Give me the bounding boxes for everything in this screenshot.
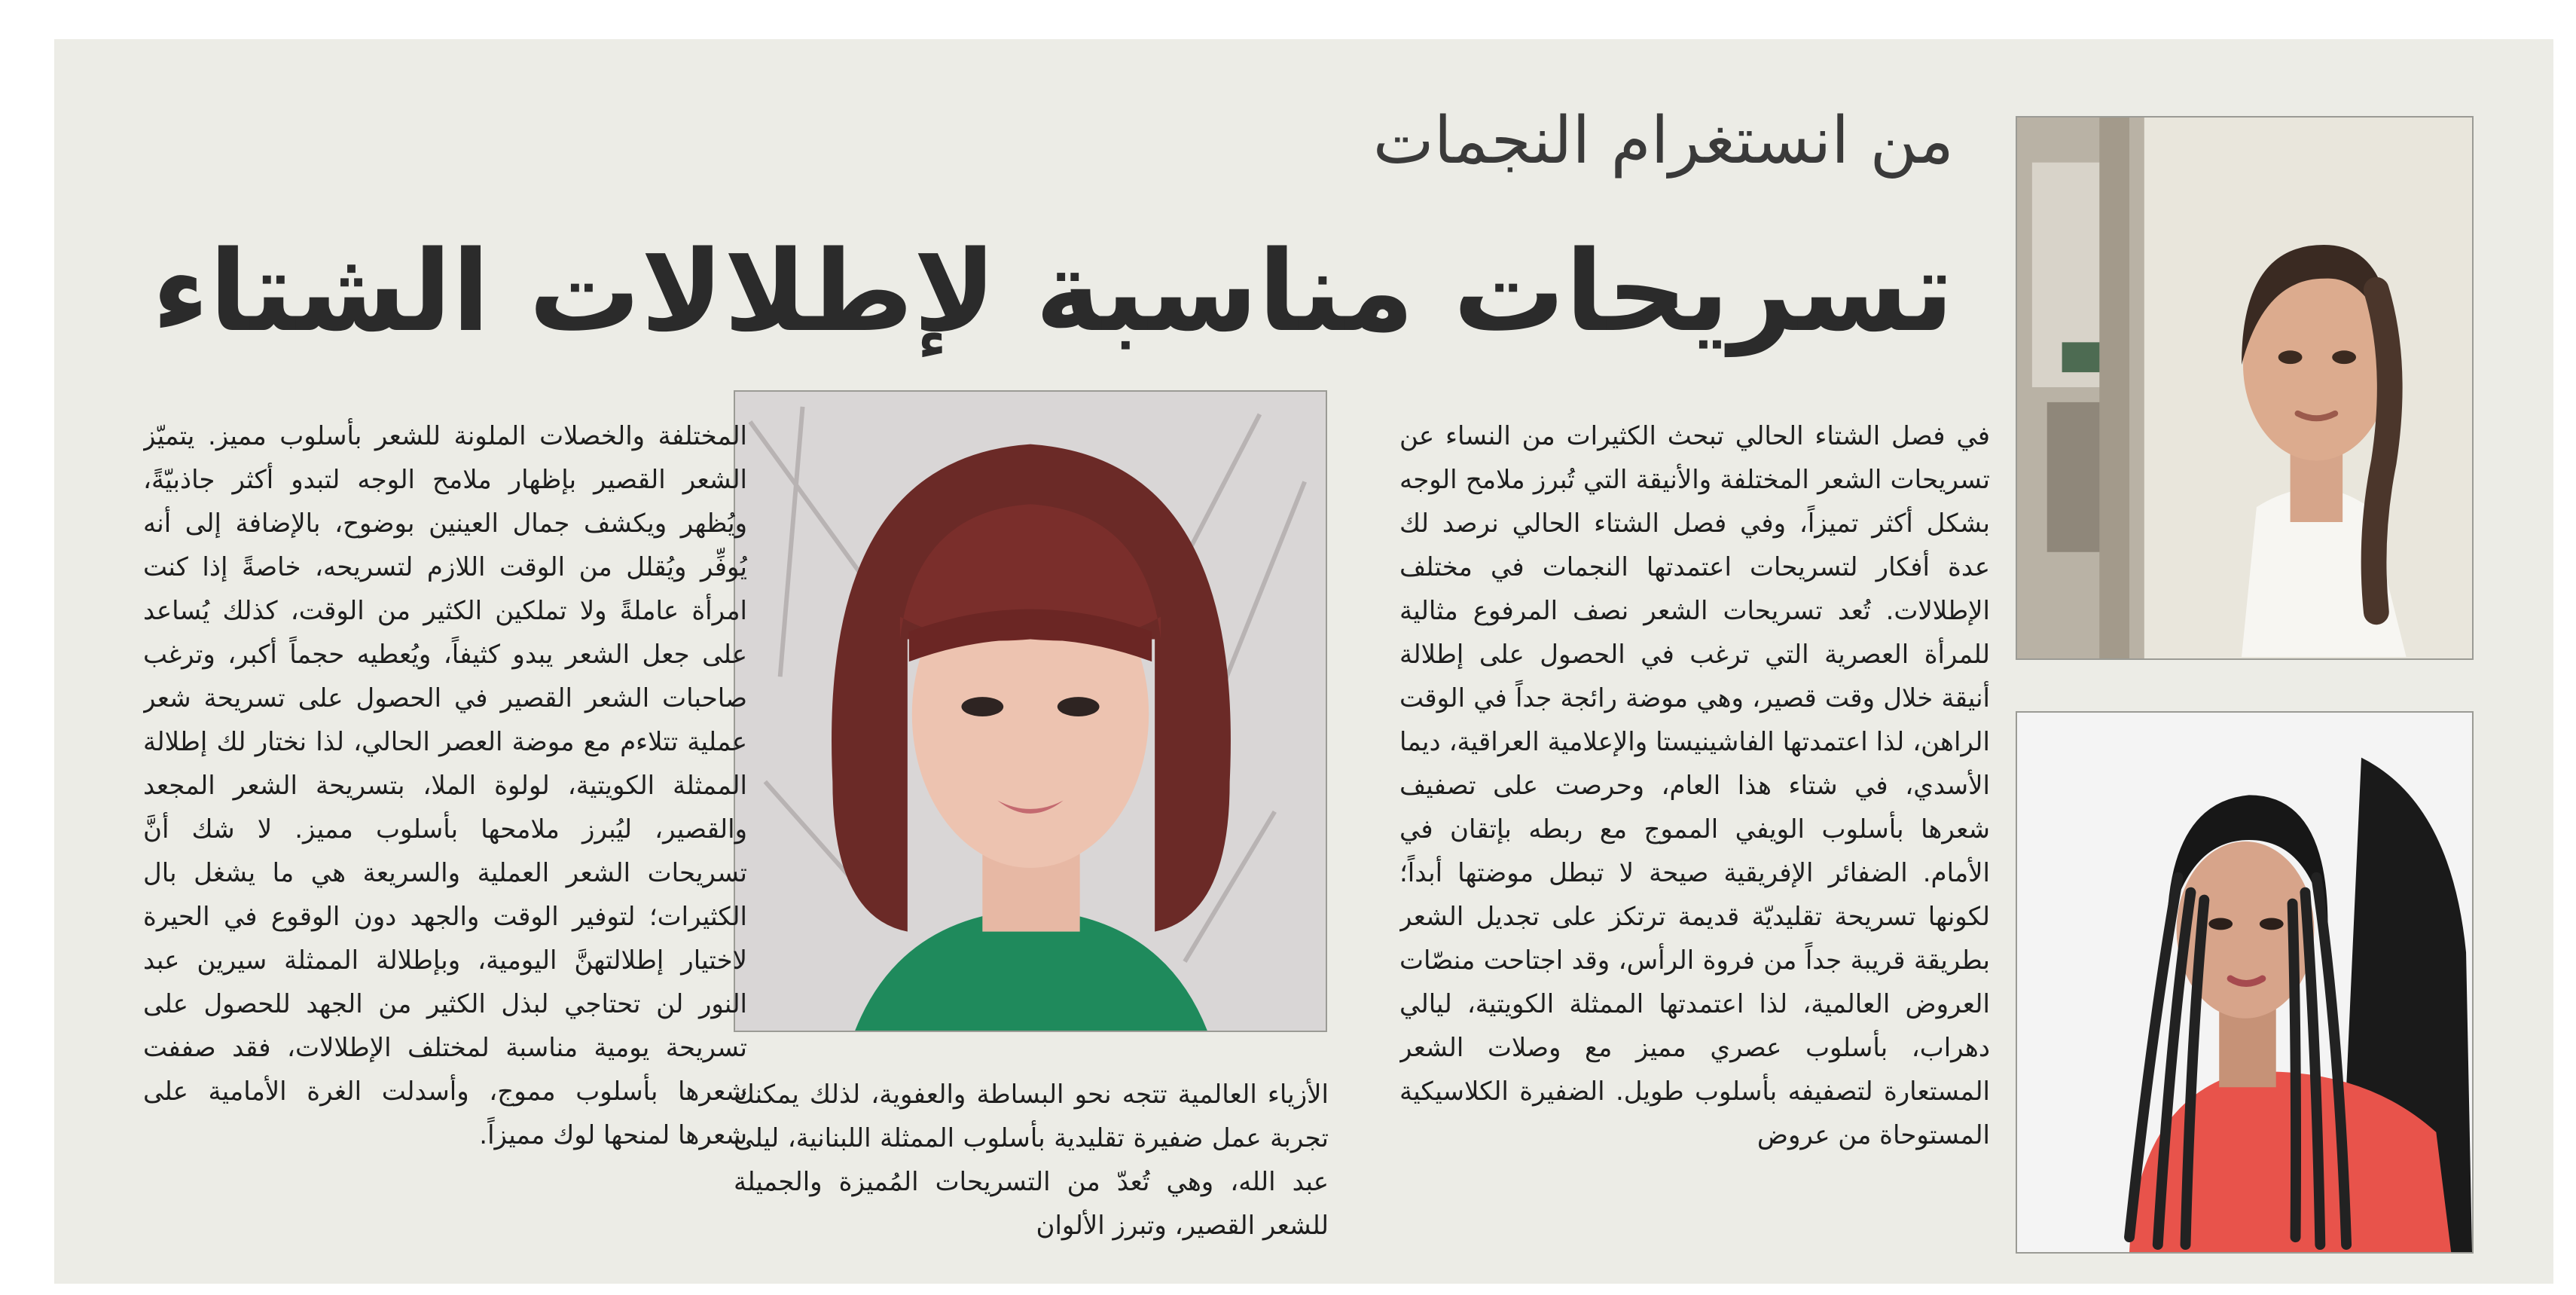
braid-woman-illustration	[2017, 118, 2472, 658]
article-kicker: من انستغرام النجمات	[1372, 103, 1954, 179]
photo-short-bob-woman	[734, 390, 1327, 1032]
article-column-center	[734, 1073, 1329, 1273]
column-left-text: المختلفة والخصلات الملونة للشعر بأسلوب مميز. يتميّز الشعر القصير بإظهار ملامح الوجه لتبدو أكثر جاذبيّةً، ويُظهر ويكشف جمال العينين بوضوح، بالإضافة إلى أنه يُوفِّر ويُقلل من الوقت اللازم لتسريحه، خاصةً إذا كنت امرأة عاملةً ولا تملكين الكثير من الوقت، كذلك يُساعد على جعل الشعر يبدو كثيفاً، ويُعطيه حجماً أكبر، وترغب صاحبات الشعر القصير في الحصول على تسريحة شعر عملية تتلاءم مع موضة العصر الحالي، لذا نختار لك إطلالة الممثلة الكويتية، لولوة الملا، بتسريحة الشعر المجعد والقصير، ليُبرز ملامحها بأسلوب مميز. لا شك أنَّ تسريحات الشعر العملية والسريعة هي ما يشغل بال الكثيرات؛ لتوفير الوقت والجهد دون الوقوع في الحيرة لاختيار إطلالتهنَّ اليومية، وبإطلالة الممثلة سيرين عبد النور لن تحتاجي لبذل الكثير من الجهد للحصول على تسريحة يومية مناسبة لمختلف الإطلالات، فقد صففت شعرها بأسلوب مموج، وأسدلت الغرة الأمامية على شعرها لمنحها لوك مميزاً.	[143, 421, 747, 1150]
article-column-left	[143, 414, 747, 1266]
article-headline: تسريحات مناسبة لإطلالات الشتاء	[151, 227, 1954, 356]
newspaper-page	[54, 39, 2553, 1284]
column-center-text: الأزياء العالمية تتجه نحو البساطة والعفوية، لذلك يمكنك تجربة عمل ضفيرة تقليدية بأسلوب الممثلة اللبنانية، ليلى عبد الله، وهي تُعدّ من التسريحات المُميزة والجميلة للشعر القصير، وتبرز الألوان	[734, 1080, 1329, 1241]
article-column-right	[1399, 414, 1990, 1266]
column-right-text: في فصل الشتاء الحالي تبحث الكثيرات من النساء عن تسريحات الشعر المختلفة والأنيقة التي تُبرز ملامح الوجه بشكل أكثر تميزاً، وفي فصل الشتاء الحالي نرصد لك عدة أفكار لتسريحات اعتمدتها النجمات في مختلف الإطلالات. تُعد تسريحات الشعر نصف المرفوع مثالية للمرأة العصرية التي ترغب في الحصول على إطلالة أنيقة خلال وقت قصير، وهي موضة رائجة جداً في الوقت الراهن، لذا اعتمدتها الفاشينيستا والإعلامية العراقية، ديما الأسدي، في شتاء هذا العام، وحرصت على تصفيف شعرها بأسلوب الويفي المموج مع ربطه بإتقان في الأمام. الضفائر الإفريقية صيحة لا تبطل موضتها أبداً؛ لكونها تسريحة تقليديّة قديمة ترتكز على تجديل الشعر بطريقة قريبة جداً من فروة الرأس، وقد اجتاحت منصّات العروض العالمية، لذا اعتمدتها الممثلة الكويتية، ليالي دهراب، بأسلوب عصري مميز مع وصلات الشعر المستعارة لتصفيفه بأسلوب طويل. الضفيرة الكلاسيكية المستوحاة من عروض	[1399, 421, 1990, 1150]
photo-braid-woman	[2016, 116, 2474, 660]
short-bob-woman-illustration	[735, 392, 1326, 1031]
box-braids-woman-illustration	[2017, 713, 2472, 1252]
photo-box-braids-woman	[2016, 711, 2474, 1254]
